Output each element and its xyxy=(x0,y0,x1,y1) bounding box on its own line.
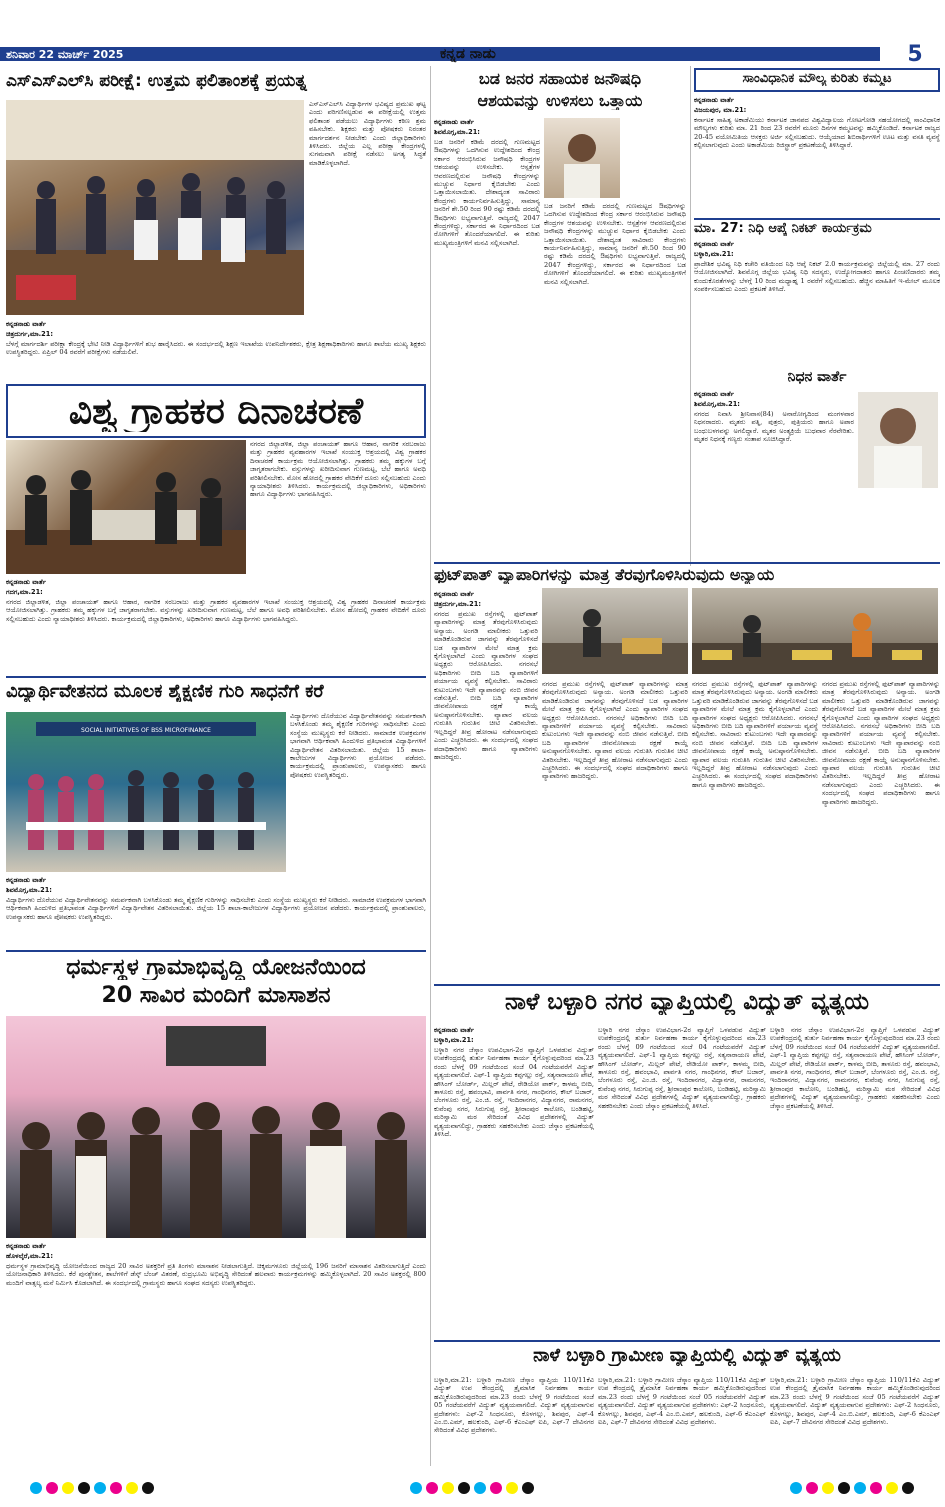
jan-aushadhi-headline-2: ಆಶಯವನ್ನು ಉಳಿಸಲು ಒತ್ತಾಯ xyxy=(477,92,643,110)
obituary-text: ನಗರದ ನಿವಾಸಿ ಶ್ರೀನಿವಾಸ(84) ಅನಾರೋಗ್ಯದಿಂದ ಮಂಗಳವಾರ ನಿಧನರಾದರು. ಮೃತರು ಪತ್ನಿ, ಪುತ್ರರು, ಪುತ್ರಿಯರು ಹಾಗೂ ಅಪಾರ ಬಂಧುಬಳಗವನ್ನು ಅಗಲಿದ್ದಾರೆ. ಮೃತರ ಅಂತ್ಯಕ್ರಿಯೆ ಬುಧವಾರ ನೆರವೇರಿತು. ಮೃತರ ನಿಧನಕ್ಕೆ ಗಣ್ಯರು ಸಂತಾಪ ಸೂಚಿಸಿದ್ದಾರೆ. xyxy=(694,410,854,444)
constitution-headline: ಸಾಂವಿಧಾನಿಕ ಮೌಲ್ಯ ಕುರಿತು ಕಮ್ಮಟ xyxy=(742,72,892,86)
power-city-text-b: ಬಳ್ಳಾರಿ ನಗರ ಜೆಸ್ಕಾಂ ಉಪವಿಭಾಗ-2ರ ವ್ಯಾಪ್ತಿಗೆ ಒಳಪಡುವ ವಿದ್ಯುತ್ ಉಪಕೇಂದ್ರದಲ್ಲಿ ತುರ್ತು ನಿರ್ವಹಣಾ ಕಾರ್ಯ ಕೈಗೊಳ್ಳುವುದರಿಂದ ಮಾ.23 ರಂದು ಬೆಳಗ್ಗೆ 09 ಗಂಟೆಯಿಂದ ಸಂಜೆ 04 ಗಂಟೆಯವರೆಗೆ ವಿದ್ಯುತ್ ವ್ಯತ್ಯಯವಾಗಲಿದೆ. ಎಫ್-1 ವ್ಯಾಪ್ತಿಯ ಕಪ್ಪಗಲ್ಲು ರಸ್ತೆ, ಸತ್ಯನಾರಾಯಣ ಪೇಟೆ, ಹೌಸಿಂಗ್ ಬೋರ್ಡ್, ಮಿಲ್ಲರ್ ಪೇಟೆ, ರೇಡಿಯೋ ಪಾರ್ಕ್, ಕಾಳಮ್ಮ ಬೀದಿ, ತಾಳೂರು ರಸ್ತೆ, ಹವಂಭಾವಿ, ಪಾರ್ವತಿ ನಗರ, ಗಾಂಧಿನಗರ, ಕೌಲ್ ಬಜಾರ್, ಬೆಂಗಳೂರು ರಸ್ತೆ, ಎಂ.ಜಿ. ರಸ್ತೆ, ಇಂದಿರಾನಗರ, ವಿದ್ಯಾನಗರ, ರಾಮನಗರ, ಕುವೆಂಪು ನಗರ, ಸಿರುಗುಪ್ಪ ರಸ್ತೆ, ಶ್ರೀರಾಂಪುರ ಕಾಲೋನಿ, ಬಂಡಿಹಟ್ಟಿ, ಮರಿಸ್ವಾಮಿ ಮಠ ಸೇರಿದಂತೆ ವಿವಿಧ ಪ್ರದೇಶಗಳಲ್ಲಿ ವಿದ್ಯುತ್ ವ್ಯತ್ಯಯವಾಗಲಿದ್ದು, ಗ್ರಾಹಕರು ಸಹಕರಿಸಬೇಕು ಎಂದು ಜೆಸ್ಕಾಂ ಪ್ರಕಟಣೆಯಲ್ಲಿ ತಿಳಿಸಿದೆ. xyxy=(598,1026,766,1110)
power-city-text-c: ಬಳ್ಳಾರಿ ನಗರ ಜೆಸ್ಕಾಂ ಉಪವಿಭಾಗ-2ರ ವ್ಯಾಪ್ತಿಗೆ ಒಳಪಡುವ ವಿದ್ಯುತ್ ಉಪಕೇಂದ್ರದಲ್ಲಿ ತುರ್ತು ನಿರ್ವಹಣಾ ಕಾರ್ಯ ಕೈಗೊಳ್ಳುವುದರಿಂದ ಮಾ.23 ರಂದು ಬೆಳಗ್ಗೆ 09 ಗಂಟೆಯಿಂದ ಸಂಜೆ 04 ಗಂಟೆಯವರೆಗೆ ವಿದ್ಯುತ್ ವ್ಯತ್ಯಯವಾಗಲಿದೆ. ಎಫ್-1 ವ್ಯಾಪ್ತಿಯ ಕಪ್ಪಗಲ್ಲು ರಸ್ತೆ, ಸತ್ಯನಾರಾಯಣ ಪೇಟೆ, ಹೌಸಿಂಗ್ ಬೋರ್ಡ್, ಮಿಲ್ಲರ್ ಪೇಟೆ, ರೇಡಿಯೋ ಪಾರ್ಕ್, ಕಾಳಮ್ಮ ಬೀದಿ, ತಾಳೂರು ರಸ್ತೆ, ಹವಂಭಾವಿ, ಪಾರ್ವತಿ ನಗರ, ಗಾಂಧಿನಗರ, ಕೌಲ್ ಬಜಾರ್, ಬೆಂಗಳೂರು ರಸ್ತೆ, ಎಂ.ಜಿ. ರಸ್ತೆ, ಇಂದಿರಾನಗರ, ವಿದ್ಯಾನಗರ, ರಾಮನಗರ, ಕುವೆಂಪು ನಗರ, ಸಿರುಗುಪ್ಪ ರಸ್ತೆ, ಶ್ರೀರಾಂಪುರ ಕಾಲೋನಿ, ಬಂಡಿಹಟ್ಟಿ, ಮರಿಸ್ವಾಮಿ ಮಠ ಸೇರಿದಂತೆ ವಿವಿಧ ಪ್ರದೇಶಗಳಲ್ಲಿ ವಿದ್ಯುತ್ ವ್ಯತ್ಯಯವಾಗಲಿದ್ದು, ಗ್ರಾಹಕರು ಸಹಕರಿಸಬೇಕು ಎಂದು ಜೆಸ್ಕಾಂ ಪ್ರಕಟಣೆಯಲ್ಲಿ ತಿಳಿಸಿದೆ. xyxy=(770,1026,940,1110)
sslc-dateline: ಚಿತ್ರದುರ್ಗ,ಮಾ.21: xyxy=(6,330,53,338)
power-rural-text-c: ಬಳ್ಳಾರಿ,ಮಾ.21: ಬಳ್ಳಾರಿ ಗ್ರಾಮೀಣ ಜೆಸ್ಕಾಂ ವ್ಯಾಪ್ತಿಯ 110/11ಕೆವಿ ವಿದ್ಯುತ್ ಉಪ ಕೇಂದ್ರದಲ್ಲಿ ತ್ರೈಮಾಸಿಕ ನಿರ್ವಹಣಾ ಕಾರ್ಯ ಹಮ್ಮಿಕೊಂಡಿರುವುದರಿಂದ ಮಾ.23 ರಂದು ಬೆಳಗ್ಗೆ 9 ಗಂಟೆಯಿಂದ ಸಂಜೆ 05 ಗಂಟೆಯವರೆಗೆ ವಿದ್ಯುತ್ ವ್ಯತ್ಯಯವಾಗಲಿದೆ. ವಿದ್ಯುತ್ ವ್ಯತ್ಯಯವಾಗುವ ಪ್ರದೇಶಗಳು: ಎಫ್-2 ಸಿಂಧನೂರು, ಕೊಳಗಲ್ಲು, ಶಿವಪುರ, ಎಫ್-4 ಎಂ.ಬಿ.ಎಮ್, ಹಲಕುಂದಿ, ಎಫ್-6 ಕೆಎಂಎಫ್ ಐಪಿ, ಎಫ್-7 ದೇವಿನಗರ ಸೇರಿದಂತೆ ವಿವಿಧ ಪ್ರದೇಶಗಳು. xyxy=(770,1376,940,1427)
dharmasthala-rule xyxy=(6,950,426,952)
power-city-dateline: ಬಳ್ಳಾರಿ,ಮಾ.21: xyxy=(434,1036,474,1044)
jan-aushadhi-headline-1: ಬಡ ಜನರ ಸಹಾಯಕ ಜನೌಷಧಿ xyxy=(478,70,642,88)
constitution-byline: ಕನ್ನಡನಾಡು ವಾರ್ತೆ xyxy=(694,96,735,104)
nidhi-headline: ಮಾ. 27: ನಿಧಿ ಆಪ್ಕೆ ನಿಕಟ್ ಕಾರ್ಯಕ್ರಮ xyxy=(694,222,872,236)
nidhi-dateline: ಬಳ್ಳಾರಿ,ಮಾ.21: xyxy=(694,250,734,258)
consumer-day-text-b: ನಗರದ ಜಿಲ್ಲಾಡಳಿತ, ಜಿಲ್ಲಾ ಪಂಚಾಯತ್ ಹಾಗೂ ಆಹಾರ, ನಾಗರಿಕ ಸರಬರಾಜು ಮತ್ತು ಗ್ರಾಹಕರ ವ್ಯವಹಾರಗಳ ಇಲಾಖೆ ಸಂಯುಕ್ತ ಆಶ್ರಯದಲ್ಲಿ ವಿಶ್ವ ಗ್ರಾಹಕರ ದಿನಾಚರಣೆ ಕಾರ್ಯಕ್ರಮ ಆಯೋಜಿಸಲಾಗಿತ್ತು. ಗ್ರಾಹಕರು ತಮ್ಮ ಹಕ್ಕುಗಳ ಬಗ್ಗೆ ಜಾಗೃತರಾಗಬೇಕು. ವಸ್ತುಗಳನ್ನು ಖರೀದಿಸುವಾಗ ಗುಣಮಟ್ಟ, ಬೆಲೆ ಹಾಗೂ ಅವಧಿ ಪರಿಶೀಲಿಸಬೇಕು. ಮೋಸ ಹೋದಲ್ಲಿ ಗ್ರಾಹಕರ ವೇದಿಕೆಗೆ ದೂರು ಸಲ್ಲಿಸಬಹುದು ಎಂದು ನ್ಯಾಯಾಧೀಶರು ತಿಳಿಸಿದರು. ಕಾರ್ಯಕ್ರಮದಲ್ಲಿ ಜಿಲ್ಲಾಧಿಕಾರಿಗಳು, ಅಧಿಕಾರಿಗಳು ಹಾಗೂ ವಿದ್ಯಾರ್ಥಿಗಳು ಭಾಗವಹಿಸಿದ್ದರು. xyxy=(6,598,426,623)
footpath-text-a: ನಗರದ ಪ್ರಮುಖ ರಸ್ತೆಗಳಲ್ಲಿ ಫುಟ್‌ಪಾತ್ ವ್ಯಾಪಾರಿಗಳನ್ನು ಮಾತ್ರ ತೆರವುಗೊಳಿಸಿರುವುದು ಅನ್ಯಾಯ. ಅಂಗಡಿ ಮಾಲೀಕರು ಒತ್ತುವರಿ ಮಾಡಿಕೊಂಡಿರುವ ಜಾಗವನ್ನು ತೆರವುಗೊಳಿಸದೆ ಬಡ ವ್ಯಾಪಾರಿಗಳ ಮೇಲೆ ಮಾತ್ರ ಕ್ರಮ ಕೈಗೊಳ್ಳಲಾಗಿದೆ ಎಂದು ವ್ಯಾಪಾರಿಗಳ ಸಂಘದ ಅಧ್ಯಕ್ಷರು ಆರೋಪಿಸಿದರು. ನಗರಸಭೆ ಅಧಿಕಾರಿಗಳು ಬೀದಿ ಬದಿ ವ್ಯಾಪಾರಿಗಳಿಗೆ ಪರ್ಯಾಯ ವ್ಯವಸ್ಥೆ ಕಲ್ಪಿಸಬೇಕು. ಸಾವಿರಾರು ಕುಟುಂಬಗಳು ಇದೇ ವ್ಯಾಪಾರವನ್ನು ನಂಬಿ ಜೀವನ ನಡೆಸುತ್ತಿವೆ. ಬೀದಿ ಬದಿ ವ್ಯಾಪಾರಿಗಳ ಜೀವನೋಪಾಯ ರಕ್ಷಣೆ ಕಾಯ್ದೆ ಅನುಷ್ಠಾನಗೊಳಿಸಬೇಕು. ವ್ಯಾಪಾರ ವಲಯ ಗುರುತಿಸಿ ಗುರುತಿನ ಚೀಟಿ ವಿತರಿಸಬೇಕು. ಇಲ್ಲದಿದ್ದರೆ ತೀವ್ರ ಹೋರಾಟ ನಡೆಸಲಾಗುವುದು ಎಂದು ಎಚ್ಚರಿಸಿದರು. ಈ ಸಂದರ್ಭದಲ್ಲಿ ಸಂಘದ ಪದಾಧಿಕಾರಿಗಳು ಹಾಗೂ ವ್ಯಾಪಾರಿಗಳು ಹಾಜರಿದ್ದರು. xyxy=(434,610,538,761)
power-city-text-a: ಬಳ್ಳಾರಿ ನಗರ ಜೆಸ್ಕಾಂ ಉಪವಿಭಾಗ-2ರ ವ್ಯಾಪ್ತಿಗೆ ಒಳಪಡುವ ವಿದ್ಯುತ್ ಉಪಕೇಂದ್ರದಲ್ಲಿ ತುರ್ತು ನಿರ್ವಹಣಾ ಕಾರ್ಯ ಕೈಗೊಳ್ಳುವುದರಿಂದ ಮಾ.23 ರಂದು ಬೆಳಗ್ಗೆ 09 ಗಂಟೆಯಿಂದ ಸಂಜೆ 04 ಗಂಟೆಯವರೆಗೆ ವಿದ್ಯುತ್ ವ್ಯತ್ಯಯವಾಗಲಿದೆ. ಎಫ್-1 ವ್ಯಾಪ್ತಿಯ ಕಪ್ಪಗಲ್ಲು ರಸ್ತೆ, ಸತ್ಯನಾರಾಯಣ ಪೇಟೆ, ಹೌಸಿಂಗ್ ಬೋರ್ಡ್, ಮಿಲ್ಲರ್ ಪೇಟೆ, ರೇಡಿಯೋ ಪಾರ್ಕ್, ಕಾಳಮ್ಮ ಬೀದಿ, ತಾಳೂರು ರಸ್ತೆ, ಹವಂಭಾವಿ, ಪಾರ್ವತಿ ನಗರ, ಗಾಂಧಿನಗರ, ಕೌಲ್ ಬಜಾರ್, ಬೆಂಗಳೂರು ರಸ್ತೆ, ಎಂ.ಜಿ. ರಸ್ತೆ, ಇಂದಿರಾನಗರ, ವಿದ್ಯಾನಗರ, ರಾಮನಗರ, ಕುವೆಂಪು ನಗರ, ಸಿರುಗುಪ್ಪ ರಸ್ತೆ, ಶ್ರೀರಾಂಪುರ ಕಾಲೋನಿ, ಬಂಡಿಹಟ್ಟಿ, ಮರಿಸ್ವಾಮಿ ಮಠ ಸೇರಿದಂತೆ ವಿವಿಧ ಪ್ರದೇಶಗಳಲ್ಲಿ ವಿದ್ಯುತ್ ವ್ಯತ್ಯಯವಾಗಲಿದ್ದು, ಗ್ರಾಹಕರು ಸಹಕರಿಸಬೇಕು ಎಂದು ಜೆಸ್ಕಾಂ ಪ್ರಕಟಣೆಯಲ್ಲಿ ತಿಳಿಸಿದೆ. xyxy=(434,1046,594,1139)
scholarship-photo xyxy=(6,712,286,872)
jan-aushadhi-portrait xyxy=(544,118,620,198)
power-city-byline: ಕನ್ನಡನಾಡು ವಾರ್ತೆ xyxy=(434,1026,475,1034)
scholarship-text-b: ವಿದ್ಯಾರ್ಥಿಗಳು ದೊರೆಯುವ ವಿದ್ಯಾರ್ಥಿವೇತನವನ್ನು ಸಮರ್ಪಕವಾಗಿ ಬಳಸಿಕೊಂಡು ತಮ್ಮ ಶೈಕ್ಷಣಿಕ ಗುರಿಗಳನ್ನು ಸಾಧಿಸಬೇಕು ಎಂದು ಸಂಸ್ಥೆಯ ಮುಖ್ಯಸ್ಥರು ಕರೆ ನೀಡಿದರು. ಸಾಮಾಜಿಕ ಉಪಕ್ರಮಗಳ ಭಾಗವಾಗಿ ಆರ್ಥಿಕವಾಗಿ ಹಿಂದುಳಿದ ಪ್ರತಿಭಾವಂತ ವಿದ್ಯಾರ್ಥಿಗಳಿಗೆ ವಿದ್ಯಾರ್ಥಿವೇತನ ವಿತರಿಸಲಾಯಿತು. ಜಿಲ್ಲೆಯ 15 ಶಾಲಾ-ಕಾಲೇಜುಗಳ ವಿದ್ಯಾರ್ಥಿಗಳು ಪ್ರಯೋಜನ ಪಡೆದರು. ಕಾರ್ಯಕ್ರಮದಲ್ಲಿ ಪ್ರಾಂಶುಪಾಲರು, ಉಪನ್ಯಾಸಕರು ಹಾಗೂ ಪೋಷಕರು ಉಪಸ್ಥಿತರಿದ್ದರು. xyxy=(6,896,426,921)
sslc-photo-illustration xyxy=(6,100,304,315)
power-city-rule xyxy=(434,984,940,986)
footpath-photo-2 xyxy=(692,588,938,674)
sslc-headline: ಎಸ್‌ಎಸ್‌ಎಲ್‌ಸಿ ಪರೀಕ್ಷೆ: ಉತ್ತಮ ಫಲಿತಾಂಶಕ್ಕೆ ಪ್ರಯತ್ನ xyxy=(6,72,307,91)
issue-date: ಶನಿವಾರ 22 ಮಾರ್ಚ್ 2025 xyxy=(6,48,124,61)
sslc-text-b: ಬೆಳಗ್ಗೆ ಮಾರ್ಗದರ್ಶಿ ಪರೀಕ್ಷಾ ಕೇಂದ್ರಕ್ಕೆ ಭೇಟಿ ನೀಡಿ ವಿದ್ಯಾರ್ಥಿಗಳಿಗೆ ಶುಭ ಹಾರೈಸಿದರು. ಈ ಸಂದರ್ಭದಲ್ಲಿ ಶಿಕ್ಷಣ ಇಲಾಖೆಯ ಉಪನಿರ್ದೇಶಕರು, ಕ್ಷೇತ್ರ ಶಿಕ್ಷಣಾಧಿಕಾರಿಗಳು ಹಾಗೂ ಶಾಲೆಯ ಮುಖ್ಯ ಶಿಕ್ಷಕರು ಉಪಸ್ಥಿತರಿದ್ದರು. ಏಪ್ರಿಲ್ 04 ರವರೆಗೆ ಪರೀಕ್ಷೆಗಳು ನಡೆಯಲಿವೆ. xyxy=(6,340,426,357)
footpath-headline: ಫುಟ್‌ಪಾತ್ ವ್ಯಾಪಾರಿಗಳನ್ನು ಮಾತ್ರ ತೆರವುಗೊಳಿಸಿರುವುದು ಅನ್ಯಾಯ xyxy=(434,566,775,584)
dharmasthala-text: ಧರ್ಮಸ್ಥಳ ಗ್ರಾಮಾಭಿವೃದ್ಧಿ ಯೋಜನೆಯಿಂದ ರಾಜ್ಯದ 20 ಸಾವಿರ ಅಶಕ್ತರಿಗೆ ಪ್ರತಿ ತಿಂಗಳು ಮಾಸಾಶನ ನೀಡಲಾಗುತ್ತಿದೆ. ಚಿಕ್ಕಮಗಳೂರು ಜಿಲ್ಲೆಯಲ್ಲಿ 196 ಜನರಿಗೆ ಮಾಸಾಶನ ವಿತರಿಸಲಾಗುತ್ತಿದೆ ಎಂದು ಯೋಜನಾಧಿಕಾರಿ ತಿಳಿಸಿದರು. ಕೆರೆ ಪುನಶ್ಚೇತನ, ಶಾಲೆಗಳಿಗೆ ಡೆಸ್ಕ್ ಬೆಂಚ್ ವಿತರಣೆ, ರುದ್ರಭೂಮಿ ಅಭಿವೃದ್ಧಿ ಸೇರಿದಂತೆ ಹಲವಾರು ಕಾರ್ಯಕ್ರಮಗಳನ್ನು ಹಮ್ಮಿಕೊಳ್ಳಲಾಗಿದೆ. 20 ಸಾವಿರ ಅಶಕ್ತರಲ್ಲಿ 800 ಮಂದಿಗೆ ವಾತ್ಸಲ್ಯ ಮನೆ ನಿರ್ಮಿಸಿ ಕೊಡಲಾಗಿದೆ. ಈ ಸಂದರ್ಭದಲ್ಲಿ ಗ್ರಾಮಸ್ಥರು ಹಾಗೂ ಸಂಘದ ಸದಸ್ಯರು ಉಪಸ್ಥಿತರಿದ್ದರು. xyxy=(6,1262,426,1287)
footpath-text-c: ನಗರದ ಪ್ರಮುಖ ರಸ್ತೆಗಳಲ್ಲಿ ಫುಟ್‌ಪಾತ್ ವ್ಯಾಪಾರಿಗಳನ್ನು ಮಾತ್ರ ತೆರವುಗೊಳಿಸಿರುವುದು ಅನ್ಯಾಯ. ಅಂಗಡಿ ಮಾಲೀಕರು ಒತ್ತುವರಿ ಮಾಡಿಕೊಂಡಿರುವ ಜಾಗವನ್ನು ತೆರವುಗೊಳಿಸದೆ ಬಡ ವ್ಯಾಪಾರಿಗಳ ಮೇಲೆ ಮಾತ್ರ ಕ್ರಮ ಕೈಗೊಳ್ಳಲಾಗಿದೆ ಎಂದು ವ್ಯಾಪಾರಿಗಳ ಸಂಘದ ಅಧ್ಯಕ್ಷರು ಆರೋಪಿಸಿದರು. ನಗರಸಭೆ ಅಧಿಕಾರಿಗಳು ಬೀದಿ ಬದಿ ವ್ಯಾಪಾರಿಗಳಿಗೆ ಪರ್ಯಾಯ ವ್ಯವಸ್ಥೆ ಕಲ್ಪಿಸಬೇಕು. ಸಾವಿರಾರು ಕುಟುಂಬಗಳು ಇದೇ ವ್ಯಾಪಾರವನ್ನು ನಂಬಿ ಜೀವನ ನಡೆಸುತ್ತಿವೆ. ಬೀದಿ ಬದಿ ವ್ಯಾಪಾರಿಗಳ ಜೀವನೋಪಾಯ ರಕ್ಷಣೆ ಕಾಯ್ದೆ ಅನುಷ್ಠಾನಗೊಳಿಸಬೇಕು. ವ್ಯಾಪಾರ ವಲಯ ಗುರುತಿಸಿ ಗುರುತಿನ ಚೀಟಿ ವಿತರಿಸಬೇಕು. ಇಲ್ಲದಿದ್ದರೆ ತೀವ್ರ ಹೋರಾಟ ನಡೆಸಲಾಗುವುದು ಎಂದು ಎಚ್ಚರಿಸಿದರು. ಈ ಸಂದರ್ಭದಲ್ಲಿ ಸಂಘದ ಪದಾಧಿಕಾರಿಗಳು ಹಾಗೂ ವ್ಯಾಪಾರಿಗಳು ಹಾಜರಿದ್ದರು. xyxy=(692,680,818,789)
column-divider-left xyxy=(430,66,431,1466)
registration-marks-right xyxy=(790,1476,914,1500)
footpath-text-d: ನಗರದ ಪ್ರಮುಖ ರಸ್ತೆಗಳಲ್ಲಿ ಫುಟ್‌ಪಾತ್ ವ್ಯಾಪಾರಿಗಳನ್ನು ಮಾತ್ರ ತೆರವುಗೊಳಿಸಿರುವುದು ಅನ್ಯಾಯ. ಅಂಗಡಿ ಮಾಲೀಕರು ಒತ್ತುವರಿ ಮಾಡಿಕೊಂಡಿರುವ ಜಾಗವನ್ನು ತೆರವುಗೊಳಿಸದೆ ಬಡ ವ್ಯಾಪಾರಿಗಳ ಮೇಲೆ ಮಾತ್ರ ಕ್ರಮ ಕೈಗೊಳ್ಳಲಾಗಿದೆ ಎಂದು ವ್ಯಾಪಾರಿಗಳ ಸಂಘದ ಅಧ್ಯಕ್ಷರು ಆರೋಪಿಸಿದರು. ನಗರಸಭೆ ಅಧಿಕಾರಿಗಳು ಬೀದಿ ಬದಿ ವ್ಯಾಪಾರಿಗಳಿಗೆ ಪರ್ಯಾಯ ವ್ಯವಸ್ಥೆ ಕಲ್ಪಿಸಬೇಕು. ಸಾವಿರಾರು ಕುಟುಂಬಗಳು ಇದೇ ವ್ಯಾಪಾರವನ್ನು ನಂಬಿ ಜೀವನ ನಡೆಸುತ್ತಿವೆ. ಬೀದಿ ಬದಿ ವ್ಯಾಪಾರಿಗಳ ಜೀವನೋಪಾಯ ರಕ್ಷಣೆ ಕಾಯ್ದೆ ಅನುಷ್ಠಾನಗೊಳಿಸಬೇಕು. ವ್ಯಾಪಾರ ವಲಯ ಗುರುತಿಸಿ ಗುರುತಿನ ಚೀಟಿ ವಿತರಿಸಬೇಕು. ಇಲ್ಲದಿದ್ದರೆ ತೀವ್ರ ಹೋರಾಟ ನಡೆಸಲಾಗುವುದು ಎಂದು ಎಚ್ಚರಿಸಿದರು. ಈ ಸಂದರ್ಭದಲ್ಲಿ ಸಂಘದ ಪದಾಧಿಕಾರಿಗಳು ಹಾಗೂ ವ್ಯಾಪಾರಿಗಳು ಹಾಜರಿದ್ದರು. xyxy=(822,680,940,806)
scholarship-photo-illustration xyxy=(6,712,286,872)
registration-marks-left xyxy=(30,1476,154,1500)
dharmasthala-headline-1: ಧರ್ಮಸ್ಥಳ ಗ್ರಾಮಾಭಿವೃದ್ಧಿ ಯೋಜನೆಯಿಂದ xyxy=(66,956,366,980)
nidhi-text: ಪ್ರಾದೇಶಿಕ ಭವಿಷ್ಯ ನಿಧಿ ಕಚೇರಿ ವತಿಯಿಂದ ನಿಧಿ ಆಪ್ಕೆ ನಿಕಟ್ 2.0 ಕಾರ್ಯಕ್ರಮವನ್ನು ಜಿಲ್ಲೆಯಲ್ಲಿ ಮಾ. 27 ರಂದು ಆಯೋಜಿಸಲಾಗಿದೆ. ಶಿವಮೊಗ್ಗ ಜಿಲ್ಲೆಯ ಭವಿಷ್ಯ ನಿಧಿ ಸದಸ್ಯರು, ಉದ್ಯೋಗದಾತರು ಹಾಗೂ ಪಿಂಚಣಿದಾರರು ತಮ್ಮ ಕುಂದುಕೊರತೆಗಳನ್ನು ಬೆಳಗ್ಗೆ 10 ರಿಂದ ಮಧ್ಯಾಹ್ನ 1 ರವರೆಗೆ ಸಲ್ಲಿಸಬಹುದು. ಹೆಚ್ಚಿನ ಮಾಹಿತಿಗೆ ಇ-ಮೇಲ್ ಮೂಲಕ ಸಂಪರ್ಕಿಸಬಹುದು ಎಂದು ಪ್ರಕಟಣೆ ತಿಳಿಸಿದೆ. xyxy=(694,260,940,294)
dharmasthala-headline-2: 20 ಸಾವಿರ ಮಂದಿಗೆ ಮಾಸಾಶನ xyxy=(101,984,331,1008)
footpath-text-b: ನಗರದ ಪ್ರಮುಖ ರಸ್ತೆಗಳಲ್ಲಿ ಫುಟ್‌ಪಾತ್ ವ್ಯಾಪಾರಿಗಳನ್ನು ಮಾತ್ರ ತೆರವುಗೊಳಿಸಿರುವುದು ಅನ್ಯಾಯ. ಅಂಗಡಿ ಮಾಲೀಕರು ಒತ್ತುವರಿ ಮಾಡಿಕೊಂಡಿರುವ ಜಾಗವನ್ನು ತೆರವುಗೊಳಿಸದೆ ಬಡ ವ್ಯಾಪಾರಿಗಳ ಮೇಲೆ ಮಾತ್ರ ಕ್ರಮ ಕೈಗೊಳ್ಳಲಾಗಿದೆ ಎಂದು ವ್ಯಾಪಾರಿಗಳ ಸಂಘದ ಅಧ್ಯಕ್ಷರು ಆರೋಪಿಸಿದರು. ನಗರಸಭೆ ಅಧಿಕಾರಿಗಳು ಬೀದಿ ಬದಿ ವ್ಯಾಪಾರಿಗಳಿಗೆ ಪರ್ಯಾಯ ವ್ಯವಸ್ಥೆ ಕಲ್ಪಿಸಬೇಕು. ಸಾವಿರಾರು ಕುಟುಂಬಗಳು ಇದೇ ವ್ಯಾಪಾರವನ್ನು ನಂಬಿ ಜೀವನ ನಡೆಸುತ್ತಿವೆ. ಬೀದಿ ಬದಿ ವ್ಯಾಪಾರಿಗಳ ಜೀವನೋಪಾಯ ರಕ್ಷಣೆ ಕಾಯ್ದೆ ಅನುಷ್ಠಾನಗೊಳಿಸಬೇಕು. ವ್ಯಾಪಾರ ವಲಯ ಗುರುತಿಸಿ ಗುರುತಿನ ಚೀಟಿ ವಿತರಿಸಬೇಕು. ಇಲ್ಲದಿದ್ದರೆ ತೀವ್ರ ಹೋರಾಟ ನಡೆಸಲಾಗುವುದು ಎಂದು ಎಚ್ಚರಿಸಿದರು. ಈ ಸಂದರ್ಭದಲ್ಲಿ ಸಂಘದ ಪದಾಧಿಕಾರಿಗಳು ಹಾಗೂ ವ್ಯಾಪಾರಿಗಳು ಹಾಜರಿದ್ದರು. xyxy=(542,680,688,781)
scholarship-rule xyxy=(6,676,426,678)
consumer-day-dateline: ಗದಗ,ಮಾ.21: xyxy=(6,588,43,596)
page-number: 5 xyxy=(907,42,923,67)
power-rural-rule xyxy=(434,1340,940,1342)
masthead: ಕನ್ನಡ ನಾಡು xyxy=(440,46,496,62)
scholarship-dateline: ಶಿವಮೊಗ್ಗ,ಮಾ.21: xyxy=(6,886,52,894)
jan-aushadhi-byline: ಕನ್ನಡನಾಡು ವಾರ್ತೆ xyxy=(434,118,475,126)
consumer-day-text-a: ನಗರದ ಜಿಲ್ಲಾಡಳಿತ, ಜಿಲ್ಲಾ ಪಂಚಾಯತ್ ಹಾಗೂ ಆಹಾರ, ನಾಗರಿಕ ಸರಬರಾಜು ಮತ್ತು ಗ್ರಾಹಕರ ವ್ಯವಹಾರಗಳ ಇಲಾಖೆ ಸಂಯುಕ್ತ ಆಶ್ರಯದಲ್ಲಿ ವಿಶ್ವ ಗ್ರಾಹಕರ ದಿನಾಚರಣೆ ಕಾರ್ಯಕ್ರಮ ಆಯೋಜಿಸಲಾಗಿತ್ತು. ಗ್ರಾಹಕರು ತಮ್ಮ ಹಕ್ಕುಗಳ ಬಗ್ಗೆ ಜಾಗೃತರಾಗಬೇಕು. ವಸ್ತುಗಳನ್ನು ಖರೀದಿಸುವಾಗ ಗುಣಮಟ್ಟ, ಬೆಲೆ ಹಾಗೂ ಅವಧಿ ಪರಿಶೀಲಿಸಬೇಕು. ಮೋಸ ಹೋದಲ್ಲಿ ಗ್ರಾಹಕರ ವೇದಿಕೆಗೆ ದೂರು ಸಲ್ಲಿಸಬಹುದು ಎಂದು ನ್ಯಾಯಾಧೀಶರು ತಿಳಿಸಿದರು. ಕಾರ್ಯಕ್ರಮದಲ್ಲಿ ಜಿಲ್ಲಾಧಿಕಾರಿಗಳು, ಅಧಿಕಾರಿಗಳು ಹಾಗೂ ವಿದ್ಯಾರ್ಥಿಗಳು ಭಾಗವಹಿಸಿದ್ದರು. xyxy=(250,440,426,499)
sslc-text-a: ಎಸ್‌ಎಸ್‌ಎಲ್‌ಸಿ ವಿದ್ಯಾರ್ಥಿಗಳ ಭವಿಷ್ಯದ ಪ್ರಮುಖ ಘಟ್ಟ ಎಂದು ಪರಿಗಣಿಸಲ್ಪಡುವ ಈ ಪರೀಕ್ಷೆಯಲ್ಲಿ ಉತ್ತಮ ಫಲಿತಾಂಶ ಪಡೆಯಲು ವಿದ್ಯಾರ್ಥಿಗಳು ಕಠಿಣ ಶ್ರಮ ವಹಿಸಬೇಕು. ಶಿಕ್ಷಕರು ಮತ್ತು ಪೋಷಕರು ನಿರಂತರ ಮಾರ್ಗದರ್ಶನ ನೀಡಬೇಕು ಎಂದು ಜಿಲ್ಲಾಧಿಕಾರಿಗಳು ತಿಳಿಸಿದರು. ಜಿಲ್ಲೆಯ ಎಲ್ಲ ಪರೀಕ್ಷಾ ಕೇಂದ್ರಗಳಲ್ಲಿ ಸುಗಮವಾಗಿ ಪರೀಕ್ಷೆ ನಡೆಸಲು ಅಗತ್ಯ ಸಿದ್ಧತೆ ಮಾಡಿಕೊಳ್ಳಲಾಗಿದೆ. xyxy=(309,100,426,167)
jan-aushadhi-photo xyxy=(544,118,620,198)
dharmasthala-dateline: ಹೊಳಲ್ಕೆರೆ,ಮಾ.21: xyxy=(6,1252,53,1260)
jan-aushadhi-text-b: ಬಡ ಜನರಿಗೆ ಕಡಿಮೆ ದರದಲ್ಲಿ ಗುಣಮಟ್ಟದ ಔಷಧಿಗಳನ್ನು ಒದಗಿಸುವ ಉದ್ದೇಶದಿಂದ ಕೇಂದ್ರ ಸರ್ಕಾರ ಆರಂಭಿಸಿರುವ ಜನೌಷಧಿ ಕೇಂದ್ರಗಳ ಆಶಯವನ್ನು ಉಳಿಸಬೇಕು. ಆಸ್ಪತ್ರೆಗಳ ಆವರಣದಲ್ಲಿರುವ ಜನೌಷಧಿ ಕೇಂದ್ರಗಳನ್ನು ಮುಚ್ಚುವ ನಿರ್ಧಾರ ಕೈಬಿಡಬೇಕು ಎಂದು ಒತ್ತಾಯಿಸಲಾಯಿತು. ದೇಶಾದ್ಯಂತ ಸಾವಿರಾರು ಕೇಂದ್ರಗಳು ಕಾರ್ಯನಿರ್ವಹಿಸುತ್ತಿದ್ದು, ಸಾಮಾನ್ಯ ಜನರಿಗೆ ಶೇ.50 ರಿಂದ 90 ರಷ್ಟು ಕಡಿಮೆ ದರದಲ್ಲಿ ಔಷಧಿಗಳು ಲಭ್ಯವಾಗುತ್ತಿವೆ. ರಾಜ್ಯದಲ್ಲಿ 2047 ಕೇಂದ್ರಗಳಿದ್ದು, ಸರ್ಕಾರದ ಈ ನಿರ್ಧಾರದಿಂದ ಬಡ ರೋಗಿಗಳಿಗೆ ತೊಂದರೆಯಾಗಲಿದೆ. ಈ ಕುರಿತು ಮುಖ್ಯಮಂತ್ರಿಗಳಿಗೆ ಮನವಿ ಸಲ್ಲಿಸಲಾಗಿದೆ. xyxy=(544,202,686,286)
obituary-portrait xyxy=(858,392,938,488)
dharmasthala-byline: ಕನ್ನಡನಾಡು ವಾರ್ತೆ xyxy=(6,1242,47,1250)
column-divider-right xyxy=(690,66,691,566)
nidhi-byline: ಕನ್ನಡನಾಡು ವಾರ್ತೆ xyxy=(694,240,735,248)
power-rural-text-a: ಬಳ್ಳಾರಿ,ಮಾ.21: ಬಳ್ಳಾರಿ ಗ್ರಾಮೀಣ ಜೆಸ್ಕಾಂ ವ್ಯಾಪ್ತಿಯ 110/11ಕೆವಿ ವಿದ್ಯುತ್ ಉಪ ಕೇಂದ್ರದಲ್ಲಿ ತ್ರೈಮಾಸಿಕ ನಿರ್ವಹಣಾ ಕಾರ್ಯ ಹಮ್ಮಿಕೊಂಡಿರುವುದರಿಂದ ಮಾ.23 ರಂದು ಬೆಳಗ್ಗೆ 9 ಗಂಟೆಯಿಂದ ಸಂಜೆ 05 ಗಂಟೆಯವರೆಗೆ ವಿದ್ಯುತ್ ವ್ಯತ್ಯಯವಾಗಲಿದೆ. ವಿದ್ಯುತ್ ವ್ಯತ್ಯಯವಾಗುವ ಪ್ರದೇಶಗಳು: ಎಫ್-2 ಸಿಂಧನೂರು, ಕೊಳಗಲ್ಲು, ಶಿವಪುರ, ಎಫ್-4 ಎಂ.ಬಿ.ಎಮ್, ಹಲಕುಂದಿ, ಎಫ್-6 ಕೆಎಂಎಫ್ ಐಪಿ, ಎಫ್-7 ದೇವಿನಗರ ಸೇರಿದಂತೆ ವಿವಿಧ ಪ್ರದೇಶಗಳು. xyxy=(434,1376,594,1435)
footpath-dateline: ಚಿತ್ರದುರ್ಗ,ಮಾ.21: xyxy=(434,600,481,608)
obituary-photo xyxy=(858,392,938,488)
obituary-dateline: ಶಿವಮೊಗ್ಗ,ಮಾ.21: xyxy=(694,400,740,408)
footpath-photo-1-illustration xyxy=(542,588,688,674)
footpath-byline: ಕನ್ನಡನಾಡು ವಾರ್ತೆ xyxy=(434,590,475,598)
scholarship-headline: ವಿದ್ಯಾರ್ಥಿವೇತನದ ಮೂಲಕ ಶೈಕ್ಷಣಿಕ ಗುರಿ ಸಾಧನೆಗೆ ಕರೆ xyxy=(6,682,324,702)
footpath-photo-2-illustration xyxy=(692,588,938,674)
jan-aushadhi-text-a: ಬಡ ಜನರಿಗೆ ಕಡಿಮೆ ದರದಲ್ಲಿ ಗುಣಮಟ್ಟದ ಔಷಧಿಗಳನ್ನು ಒದಗಿಸುವ ಉದ್ದೇಶದಿಂದ ಕೇಂದ್ರ ಸರ್ಕಾರ ಆರಂಭಿಸಿರುವ ಜನೌಷಧಿ ಕೇಂದ್ರಗಳ ಆಶಯವನ್ನು ಉಳಿಸಬೇಕು. ಆಸ್ಪತ್ರೆಗಳ ಆವರಣದಲ್ಲಿರುವ ಜನೌಷಧಿ ಕೇಂದ್ರಗಳನ್ನು ಮುಚ್ಚುವ ನಿರ್ಧಾರ ಕೈಬಿಡಬೇಕು ಎಂದು ಒತ್ತಾಯಿಸಲಾಯಿತು. ದೇಶಾದ್ಯಂತ ಸಾವಿರಾರು ಕೇಂದ್ರಗಳು ಕಾರ್ಯನಿರ್ವಹಿಸುತ್ತಿದ್ದು, ಸಾಮಾನ್ಯ ಜನರಿಗೆ ಶೇ.50 ರಿಂದ 90 ರಷ್ಟು ಕಡಿಮೆ ದರದಲ್ಲಿ ಔಷಧಿಗಳು ಲಭ್ಯವಾಗುತ್ತಿವೆ. ರಾಜ್ಯದಲ್ಲಿ 2047 ಕೇಂದ್ರಗಳಿದ್ದು, ಸರ್ಕಾರದ ಈ ನಿರ್ಧಾರದಿಂದ ಬಡ ರೋಗಿಗಳಿಗೆ ತೊಂದರೆಯಾಗಲಿದೆ. ಈ ಕುರಿತು ಮುಖ್ಯಮಂತ್ರಿಗಳಿಗೆ ಮನವಿ ಸಲ್ಲಿಸಲಾಗಿದೆ. xyxy=(434,138,540,247)
power-rural-headline: ನಾಳೆ ಬಳ್ಳಾರಿ ಗ್ರಾಮೀಣ ವ್ಯಾಪ್ತಿಯಲ್ಲಿ ವಿದ್ಯುತ್ ವ್ಯತ್ಯಯ xyxy=(533,1346,841,1366)
obituary-byline: ಕನ್ನಡನಾಡು ವಾರ್ತೆ xyxy=(694,390,735,398)
nidhi-rule xyxy=(694,218,940,220)
dharmasthala-photo-illustration xyxy=(6,1016,426,1238)
scholarship-text-a: ವಿದ್ಯಾರ್ಥಿಗಳು ದೊರೆಯುವ ವಿದ್ಯಾರ್ಥಿವೇತನವನ್ನು ಸಮರ್ಪಕವಾಗಿ ಬಳಸಿಕೊಂಡು ತಮ್ಮ ಶೈಕ್ಷಣಿಕ ಗುರಿಗಳನ್ನು ಸಾಧಿಸಬೇಕು ಎಂದು ಸಂಸ್ಥೆಯ ಮುಖ್ಯಸ್ಥರು ಕರೆ ನೀಡಿದರು. ಸಾಮಾಜಿಕ ಉಪಕ್ರಮಗಳ ಭಾಗವಾಗಿ ಆರ್ಥಿಕವಾಗಿ ಹಿಂದುಳಿದ ಪ್ರತಿಭಾವಂತ ವಿದ್ಯಾರ್ಥಿಗಳಿಗೆ ವಿದ್ಯಾರ್ಥಿವೇತನ ವಿತರಿಸಲಾಯಿತು. ಜಿಲ್ಲೆಯ 15 ಶಾಲಾ-ಕಾಲೇಜುಗಳ ವಿದ್ಯಾರ್ಥಿಗಳು ಪ್ರಯೋಜನ ಪಡೆದರು. ಕಾರ್ಯಕ್ರಮದಲ್ಲಿ ಪ್ರಾಂಶುಪಾಲರು, ಉಪನ್ಯಾಸಕರು ಹಾಗೂ ಪೋಷಕರು ಉಪಸ್ಥಿತರಿದ್ದರು. xyxy=(290,712,426,779)
sslc-byline: ಕನ್ನಡನಾಡು ವಾರ್ತೆ xyxy=(6,320,47,328)
jan-aushadhi-dateline: ಶಿವಮೊಗ್ಗ,ಮಾ.21: xyxy=(434,128,480,136)
registration-marks-center xyxy=(410,1476,534,1500)
scholarship-byline: ಕನ್ನಡನಾಡು ವಾರ್ತೆ xyxy=(6,876,47,884)
constitution-text: ಕರ್ನಾಟಕ ಸಾಹಿತ್ಯ ಅಕಾಡೆಮಿಯು ಕರ್ನಾಟಕ ಜಾನಪದ ವಿಶ್ವವಿದ್ಯಾಲಯ ಗೋಟಗೋಡಿ ಸಹಯೋಗದಲ್ಲಿ ಸಾಂವಿಧಾನಿಕ ಮೌಲ್ಯಗಳು ಕುರಿತು ಮಾ. 21 ರಿಂದ 23 ರವರೆಗೆ ಮೂರು ದಿನಗಳ ಕಮ್ಮಟವನ್ನು ಹಮ್ಮಿಕೊಂಡಿದೆ. ಕರ್ನಾಟಕ ರಾಜ್ಯದ 20-45 ವಯೋಮಿತಿಯ ಆಸಕ್ತರು ಅರ್ಜಿ ಸಲ್ಲಿಸಬಹುದು. ಆಯ್ಕೆಯಾದ ಶಿಬಿರಾರ್ಥಿಗಳಿಗೆ ಊಟ ಮತ್ತು ವಸತಿ ವ್ಯವಸ್ಥೆ ಕಲ್ಪಿಸಲಾಗುವುದು ಎಂದು ಅಕಾಡೆಮಿಯ ರಿಜಿಸ್ಟ್ರಾರ್ ಪ್ರಕಟಣೆಯಲ್ಲಿ ತಿಳಿಸಿದ್ದಾರೆ. xyxy=(694,116,940,150)
consumer-day-byline: ಕನ್ನಡನಾಡು ವಾರ್ತೆ xyxy=(6,578,47,586)
footpath-photo-1 xyxy=(542,588,688,674)
scholarship-photo-banner: SOCIAL INITIATIVES OF BSS MICROFINANCE xyxy=(81,727,211,734)
consumer-day-headline: ವಿಶ್ವ ಗ್ರಾಹಕರ ದಿನಾಚರಣೆ xyxy=(68,392,364,432)
obituary-headline: ನಿಧನ ವಾರ್ತೆ xyxy=(787,370,847,385)
power-rural-text-b: ಬಳ್ಳಾರಿ,ಮಾ.21: ಬಳ್ಳಾರಿ ಗ್ರಾಮೀಣ ಜೆಸ್ಕಾಂ ವ್ಯಾಪ್ತಿಯ 110/11ಕೆವಿ ವಿದ್ಯುತ್ ಉಪ ಕೇಂದ್ರದಲ್ಲಿ ತ್ರೈಮಾಸಿಕ ನಿರ್ವಹಣಾ ಕಾರ್ಯ ಹಮ್ಮಿಕೊಂಡಿರುವುದರಿಂದ ಮಾ.23 ರಂದು ಬೆಳಗ್ಗೆ 9 ಗಂಟೆಯಿಂದ ಸಂಜೆ 05 ಗಂಟೆಯವರೆಗೆ ವಿದ್ಯುತ್ ವ್ಯತ್ಯಯವಾಗಲಿದೆ. ವಿದ್ಯುತ್ ವ್ಯತ್ಯಯವಾಗುವ ಪ್ರದೇಶಗಳು: ಎಫ್-2 ಸಿಂಧನೂರು, ಕೊಳಗಲ್ಲು, ಶಿವಪುರ, ಎಫ್-4 ಎಂ.ಬಿ.ಎಮ್, ಹಲಕುಂದಿ, ಎಫ್-6 ಕೆಎಂಎಫ್ ಐಪಿ, ಎಫ್-7 ದೇವಿನಗರ ಸೇರಿದಂತೆ ವಿವಿಧ ಪ್ರದೇಶಗಳು. xyxy=(598,1376,766,1427)
consumer-day-photo xyxy=(6,440,246,574)
dharmasthala-photo xyxy=(6,1016,426,1238)
constitution-dateline: ವಿಜಯಪುರ, ಮಾ.21: xyxy=(694,106,747,114)
power-city-headline: ನಾಳೆ ಬಳ್ಳಾರಿ ನಗರ ವ್ಯಾಪ್ತಿಯಲ್ಲಿ ವಿದ್ಯುತ್ ವ್ಯತ್ಯಯ xyxy=(504,990,870,1015)
consumer-day-photo-illustration xyxy=(6,440,246,574)
footpath-rule xyxy=(434,562,940,564)
sslc-photo xyxy=(6,100,304,315)
